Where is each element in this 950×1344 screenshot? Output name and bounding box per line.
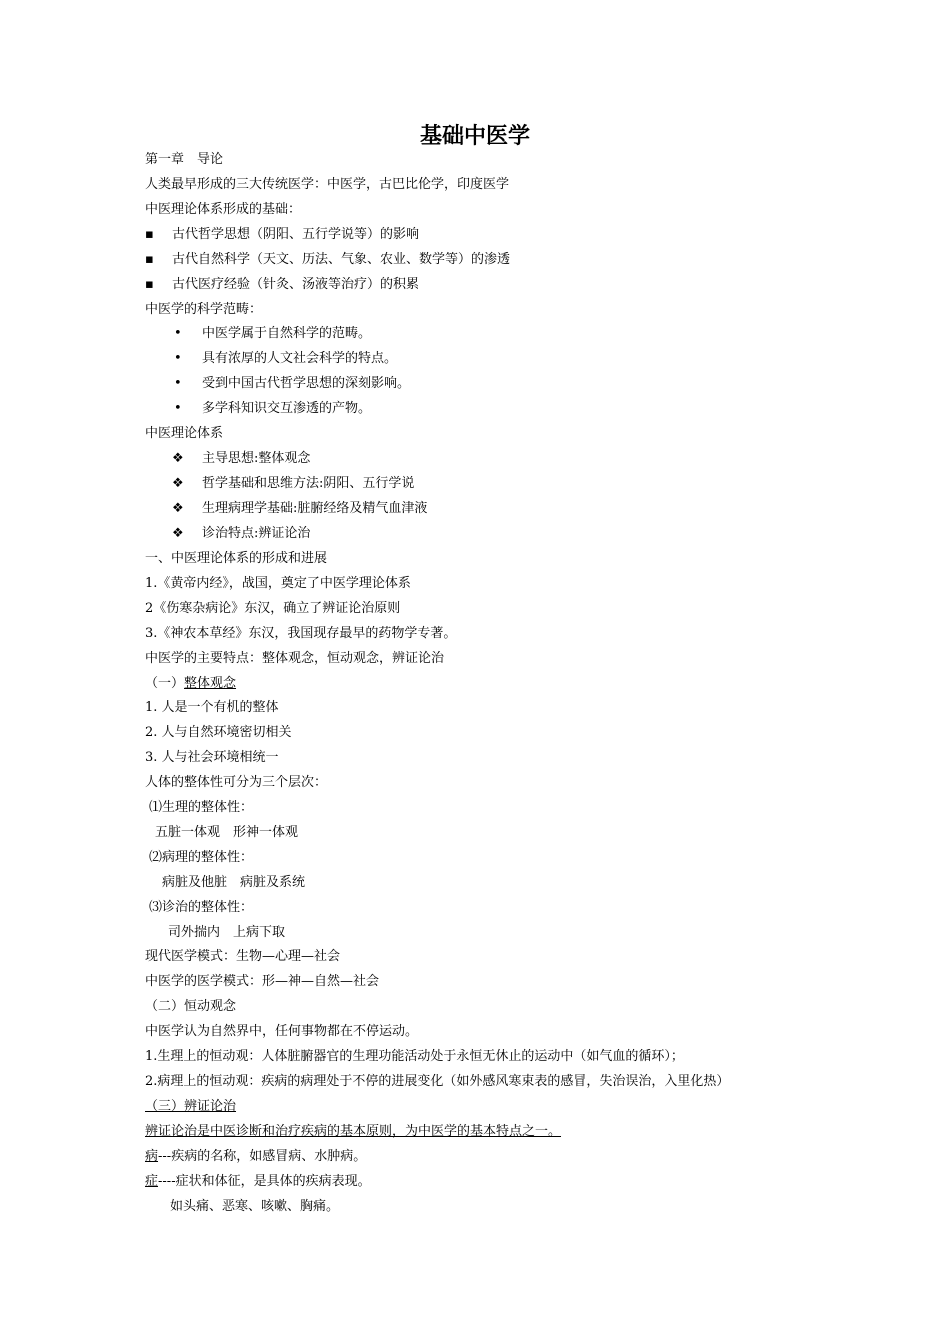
diamond-bullet-icon: ❖ xyxy=(172,501,184,516)
list-item: 受到中国古代哲学思想的深刻影响。 xyxy=(202,376,411,391)
text-line: 中医理论体系形成的基础： xyxy=(145,202,302,217)
diamond-bullet-icon: ❖ xyxy=(172,476,184,491)
dot-bullet-icon: • xyxy=(174,401,182,416)
text-line: 1.《黄帝内经》，战国，奠定了中医学理论体系 xyxy=(145,576,411,591)
dot-bullet-icon: • xyxy=(174,351,182,366)
term: 症 xyxy=(145,1174,159,1189)
text-line: 中医学的主要特点：整体观念，恒动观念，辨证论治 xyxy=(145,651,445,666)
term: 病 xyxy=(145,1149,159,1164)
text-line: 司外揣内 上病下取 xyxy=(168,925,286,940)
document-title: 基础中医学 xyxy=(419,124,530,149)
subsection-heading xyxy=(145,672,236,696)
text-line: 中医学的医学模式：形—神—自然—社会 xyxy=(145,974,380,989)
text-line: ⑴生理的整体性： xyxy=(149,800,254,815)
text-line: 中医学的科学范畴： xyxy=(145,302,263,317)
list-item: 中医学属于自然科学的范畴。 xyxy=(202,326,372,341)
text-line: 3. 人与社会环境相统一 xyxy=(145,750,279,765)
list-item: 古代哲学思想（阴阳、五行学说等）的影响 xyxy=(172,227,420,242)
text-line: 人类最早形成的三大传统医学：中医学，古巴比伦学，印度医学 xyxy=(145,177,510,192)
square-bullet-icon: ▪ xyxy=(145,277,154,292)
text-line: 2. 人与自然环境密切相关 xyxy=(145,725,292,740)
text-line: 1. 人是一个有机的整体 xyxy=(145,700,279,715)
text-line: ⑶诊治的整体性： xyxy=(149,900,254,915)
dot-bullet-icon: • xyxy=(174,376,182,391)
text-line: 现代医学模式：生物—心理—社会 xyxy=(145,949,341,964)
definition: ---疾病的名称，如感冒病、水肿病。 xyxy=(158,1149,367,1164)
definition-line xyxy=(145,1170,371,1194)
dot-bullet-icon: • xyxy=(174,326,182,341)
section-heading: 一、中医理论体系的形成和进展 xyxy=(145,551,328,566)
definition-line xyxy=(145,1145,366,1169)
chapter-heading: 第一章 导论 xyxy=(145,152,224,167)
square-bullet-icon: ▪ xyxy=(145,252,154,267)
text-line: 3.《神农本草经》东汉，我国现存最早的药物学专著。 xyxy=(145,626,457,641)
list-item: 古代医疗经验（针灸、汤液等治疗）的积累 xyxy=(172,277,420,292)
diamond-bullet-icon: ❖ xyxy=(172,451,184,466)
text-line: 中医学认为自然界中，任何事物都在不停运动。 xyxy=(145,1024,419,1039)
list-item: 具有浓厚的人文社会科学的特点。 xyxy=(202,351,398,366)
text-line: 中医理论体系 xyxy=(145,426,224,441)
subsection-heading: （三）辨证论治 xyxy=(145,1099,237,1114)
square-bullet-icon: ▪ xyxy=(145,227,154,242)
list-item: 多学科知识交互渗透的产物。 xyxy=(202,401,372,416)
list-item: 诊治特点:辨证论治 xyxy=(202,526,311,541)
list-item: 生理病理学基础:脏腑经络及精气血津液 xyxy=(202,501,428,516)
text-line: 病脏及他脏 病脏及系统 xyxy=(162,875,306,890)
text-line: 五脏一体观 形神一体观 xyxy=(155,825,299,840)
text-line: 2《伤寒杂病论》东汉，确立了辨证论治原则 xyxy=(145,601,401,616)
list-item: 哲学基础和思维方法:阴阳、五行学说 xyxy=(202,476,415,491)
text-line: ⑵病理的整体性： xyxy=(149,850,254,865)
subsection-heading: （二）恒动观念 xyxy=(145,999,237,1014)
diamond-bullet-icon: ❖ xyxy=(172,526,184,541)
list-item: 主导思想:整体观念 xyxy=(202,451,311,466)
subsection-title: 整体观念 xyxy=(184,676,237,691)
text-line: 1.生理上的恒动观：人体脏腑器官的生理功能活动处于永恒无休止的运动中（如气血的循环）； xyxy=(145,1049,684,1064)
definition: ----症状和体征，是具体的疾病表现。 xyxy=(158,1174,371,1189)
text-line: 人体的整体性可分为三个层次： xyxy=(145,775,328,790)
text-line: 辨证论治是中医诊断和治疗疾病的基本原则，为中医学的基本特点之一。 xyxy=(145,1124,562,1139)
text-line: 如头痛、恶寒、咳嗽、胸痛。 xyxy=(170,1199,340,1214)
subsection-number: （一） xyxy=(145,676,185,691)
list-item: 古代自然科学（天文、历法、气象、农业、数学等）的渗透 xyxy=(172,252,511,267)
text-line: 2.病理上的恒动观：疾病的病理处于不停的进展变化（如外感风寒束表的感冒，失治误治，入里化热） xyxy=(145,1074,730,1089)
